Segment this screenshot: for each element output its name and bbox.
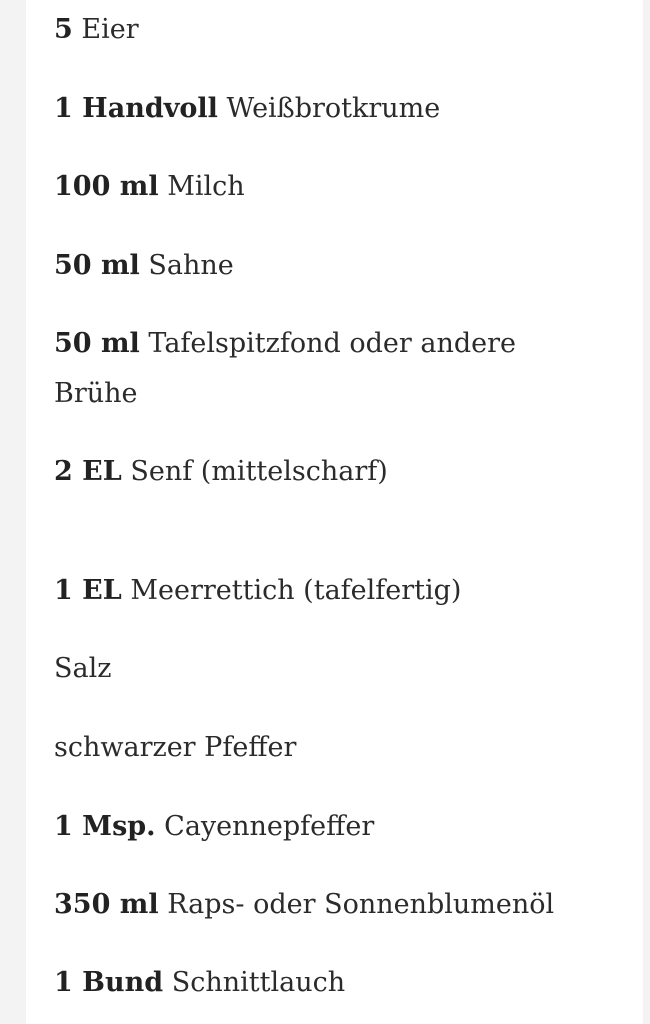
ingredient-quantity: 2 EL (54, 456, 122, 487)
ingredient-name: Senf (mittelscharf) (130, 456, 388, 487)
ingredient-quantity: 1 EL (54, 575, 122, 606)
ingredient-name: schwarzer Pfeffer (54, 732, 297, 763)
ingredient-item (54, 958, 574, 1008)
ingredient-item (54, 723, 574, 773)
ingredient-item (54, 162, 574, 212)
ingredient-item (54, 880, 574, 930)
ingredient-name: Sahne (148, 250, 234, 281)
ingredient-quantity: 350 ml (54, 889, 159, 920)
ingredient-quantity: 5 (54, 14, 73, 45)
ingredient-name: Weißbrotkrume (226, 93, 441, 124)
ingredient-item (54, 802, 574, 852)
ingredient-quantity: 50 ml (54, 328, 140, 359)
ingredient-item (54, 566, 574, 616)
ingredient-name: Salz (54, 653, 112, 684)
ingredient-item (54, 644, 574, 694)
ingredient-item (54, 241, 574, 291)
ingredient-quantity: 1 Msp. (54, 811, 156, 842)
ingredient-name: Raps- oder Sonnenblumenöl (167, 889, 555, 920)
ingredient-name: Cayennepfeffer (164, 811, 375, 842)
ingredient-name: Meerrettich (tafelfertig) (130, 575, 462, 606)
ingredient-item (54, 447, 574, 497)
ingredient-quantity: 1 Bund (54, 967, 164, 998)
ingredient-quantity: 50 ml (54, 250, 140, 281)
ingredient-quantity: 100 ml (54, 171, 159, 202)
ingredient-item (54, 84, 574, 134)
ingredient-list (26, 0, 643, 1024)
ingredient-item (54, 319, 574, 419)
ingredient-quantity: 1 Handvoll (54, 93, 218, 124)
ingredient-name: Tafelspitzfond oder andere Brühe (54, 328, 517, 409)
ingredient-name: Eier (81, 14, 139, 45)
ingredient-name: Milch (167, 171, 245, 202)
ingredient-item (54, 5, 574, 55)
ingredient-name: Schnittlauch (171, 967, 346, 998)
